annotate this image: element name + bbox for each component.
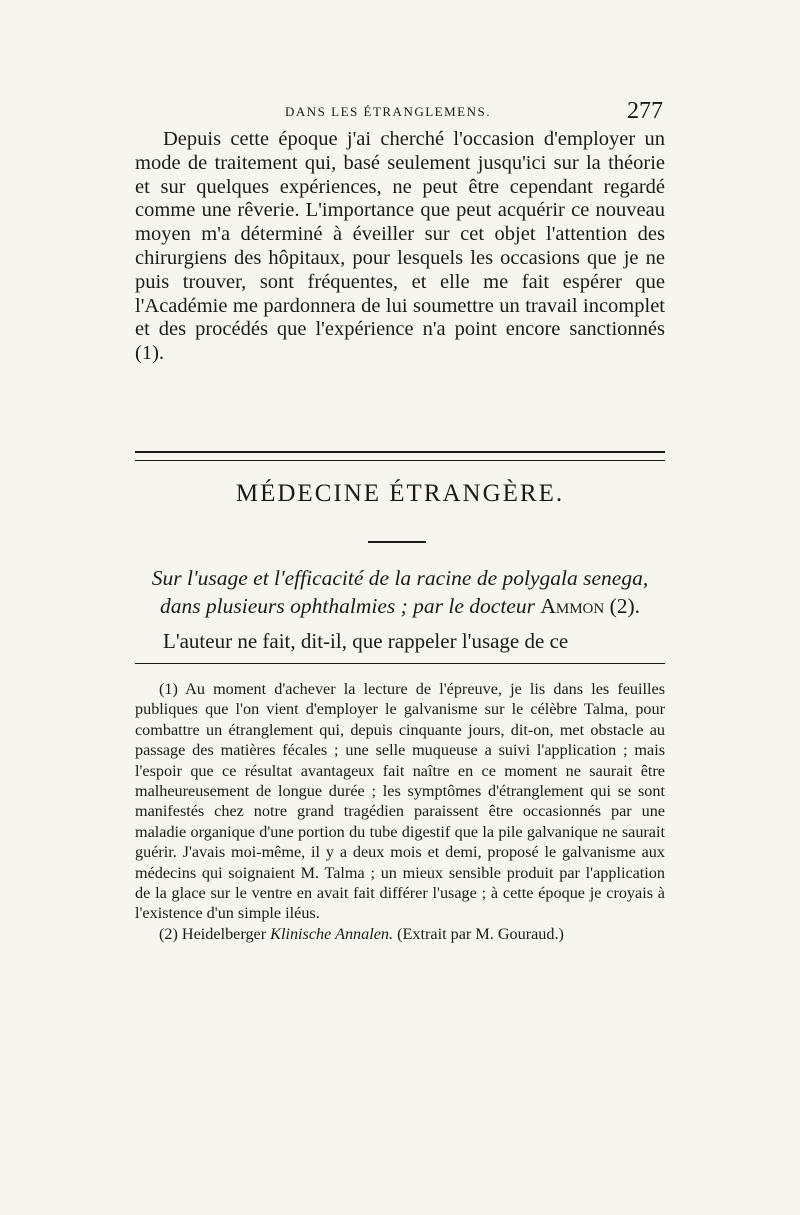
intro-paragraph: Depuis cette époque j'ai cherché l'occasion d'employer un mode de traitement qui, basé seulement jusqu'ici sur la théorie et sur quelques expériences, ne peut être cependant regardé comme une rêverie. L'importance que peut acquérir ce nouveau moyen m'a déterminé à éveiller sur cet objet l'attention des chirurgiens des hôpitaux, pour lesquels les occasions que je ne puis trouver, sont fréquentes, et elle me fait espérer que l'Académie me pardonnera de lui soumettre un travail incomplet et des procédés que l'expérience n'a point encore sanctionnés (1). xyxy=(135,128,665,365)
footnote-1: (1) Au moment d'achever la lecture de l'épreuve, je lis dans les feuilles publiques que l'on vient d'employer le galvanisme sur le célèbre Talma, pour combattre un étranglement qui, depuis cinquante jours, dit-on, met obstacle au passage des matières fécales ; une selle muqueuse a suivi l'application ; mais l'espoir que ce résultat avantageux fait naître en ce moment ne saurait être malheureusement de longue durée ; les symptômes d'étranglement qui se sont manifestés chez notre grand tragédien paraissent être occasionnés par une maladie organique d'une portion du tube digestif que la pile galvanique ne saurait guérir. J'avais moi-même, il y a deux mois et demi, proposé le galvanisme aux médecins qui soignaient M. Talma ; un mieux sensible produit par l'application de la glace sur le ventre en avait fait différer l'usage ; à cette époque je croyais à l'existence d'un simple iléus. xyxy=(135,680,665,923)
article-lead: L'auteur ne fait, dit-il, que rappeler l'usage de ce xyxy=(163,629,569,653)
article-author: Ammon xyxy=(540,594,605,618)
section-title: MÉDECINE ÉTRANGÈRE. xyxy=(235,480,565,507)
article-title xyxy=(135,564,665,620)
footnote-2 xyxy=(135,924,665,944)
footnote-rule xyxy=(135,663,665,664)
section-divider xyxy=(135,451,665,461)
article-footnote-ref: (2). xyxy=(609,594,641,618)
article-title-text: Sur l'usage et l'efficacité de la racine de polygala senega, dans plusieurs ophthalmies ; par le docteur xyxy=(151,566,649,618)
footnote-2-prefix: (2) Heidelberger xyxy=(159,924,267,943)
running-head: DANS LES ÉTRANGLEMENS. xyxy=(285,104,491,119)
footnotes xyxy=(135,679,665,944)
title-rule xyxy=(368,541,426,543)
page-number: 277 xyxy=(627,98,663,124)
page-header xyxy=(135,98,665,128)
footnote-2-suffix: (Extrait par M. Gouraud.) xyxy=(397,924,564,943)
footnote-2-journal: Klinische Annalen. xyxy=(270,924,394,943)
